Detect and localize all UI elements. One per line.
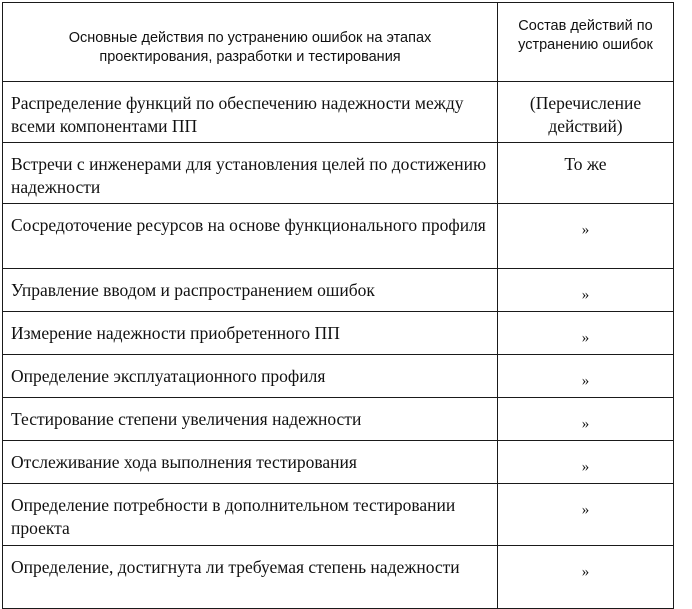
table-row: [3, 441, 674, 484]
composition-cell: »: [498, 269, 674, 312]
action-cell: Распределение функций по обеспечению надежности между всеми компонентами ПП: [3, 82, 498, 143]
composition-cell: »: [498, 484, 674, 546]
table-row: [3, 143, 674, 204]
table-row: [3, 398, 674, 441]
action-cell: Тестирование степени увеличения надежности: [3, 398, 498, 441]
action-cell: Измерение надежности приобретенного ПП: [3, 312, 498, 355]
table-row: [3, 204, 674, 269]
composition-cell: »: [498, 441, 674, 484]
action-cell: Встречи с инженерами для установления целей по достижению надежности: [3, 143, 498, 204]
action-cell: Определение потребности в дополнительном тестировании проекта: [3, 484, 498, 546]
table-row: [3, 484, 674, 546]
table-row: [3, 355, 674, 398]
composition-cell: »: [498, 312, 674, 355]
composition-cell: То же: [498, 143, 674, 204]
header-actions: Основные действия по устранению ошибок на этапах проектирования, разработки и тестирования: [3, 3, 498, 82]
header-composition: Состав действий по устранению ошибок: [498, 3, 674, 82]
table-row: [3, 312, 674, 355]
composition-cell: »: [498, 355, 674, 398]
table-row: [3, 546, 674, 609]
table-header-row: [3, 3, 674, 82]
action-cell: Управление вводом и распространением ошибок: [3, 269, 498, 312]
composition-cell: »: [498, 398, 674, 441]
composition-cell: »: [498, 204, 674, 269]
action-cell: Определение, достигнута ли требуемая степень надежности: [3, 546, 498, 609]
error-elimination-table: [2, 2, 674, 609]
composition-cell: »: [498, 546, 674, 609]
action-cell: Отслеживание хода выполнения тестирования: [3, 441, 498, 484]
composition-cell: (Перечисление действий): [498, 82, 674, 143]
action-cell: Определение эксплуатационного профиля: [3, 355, 498, 398]
table-row: [3, 269, 674, 312]
action-cell: Сосредоточение ресурсов на основе функционального профиля: [3, 204, 498, 269]
table-row: [3, 82, 674, 143]
